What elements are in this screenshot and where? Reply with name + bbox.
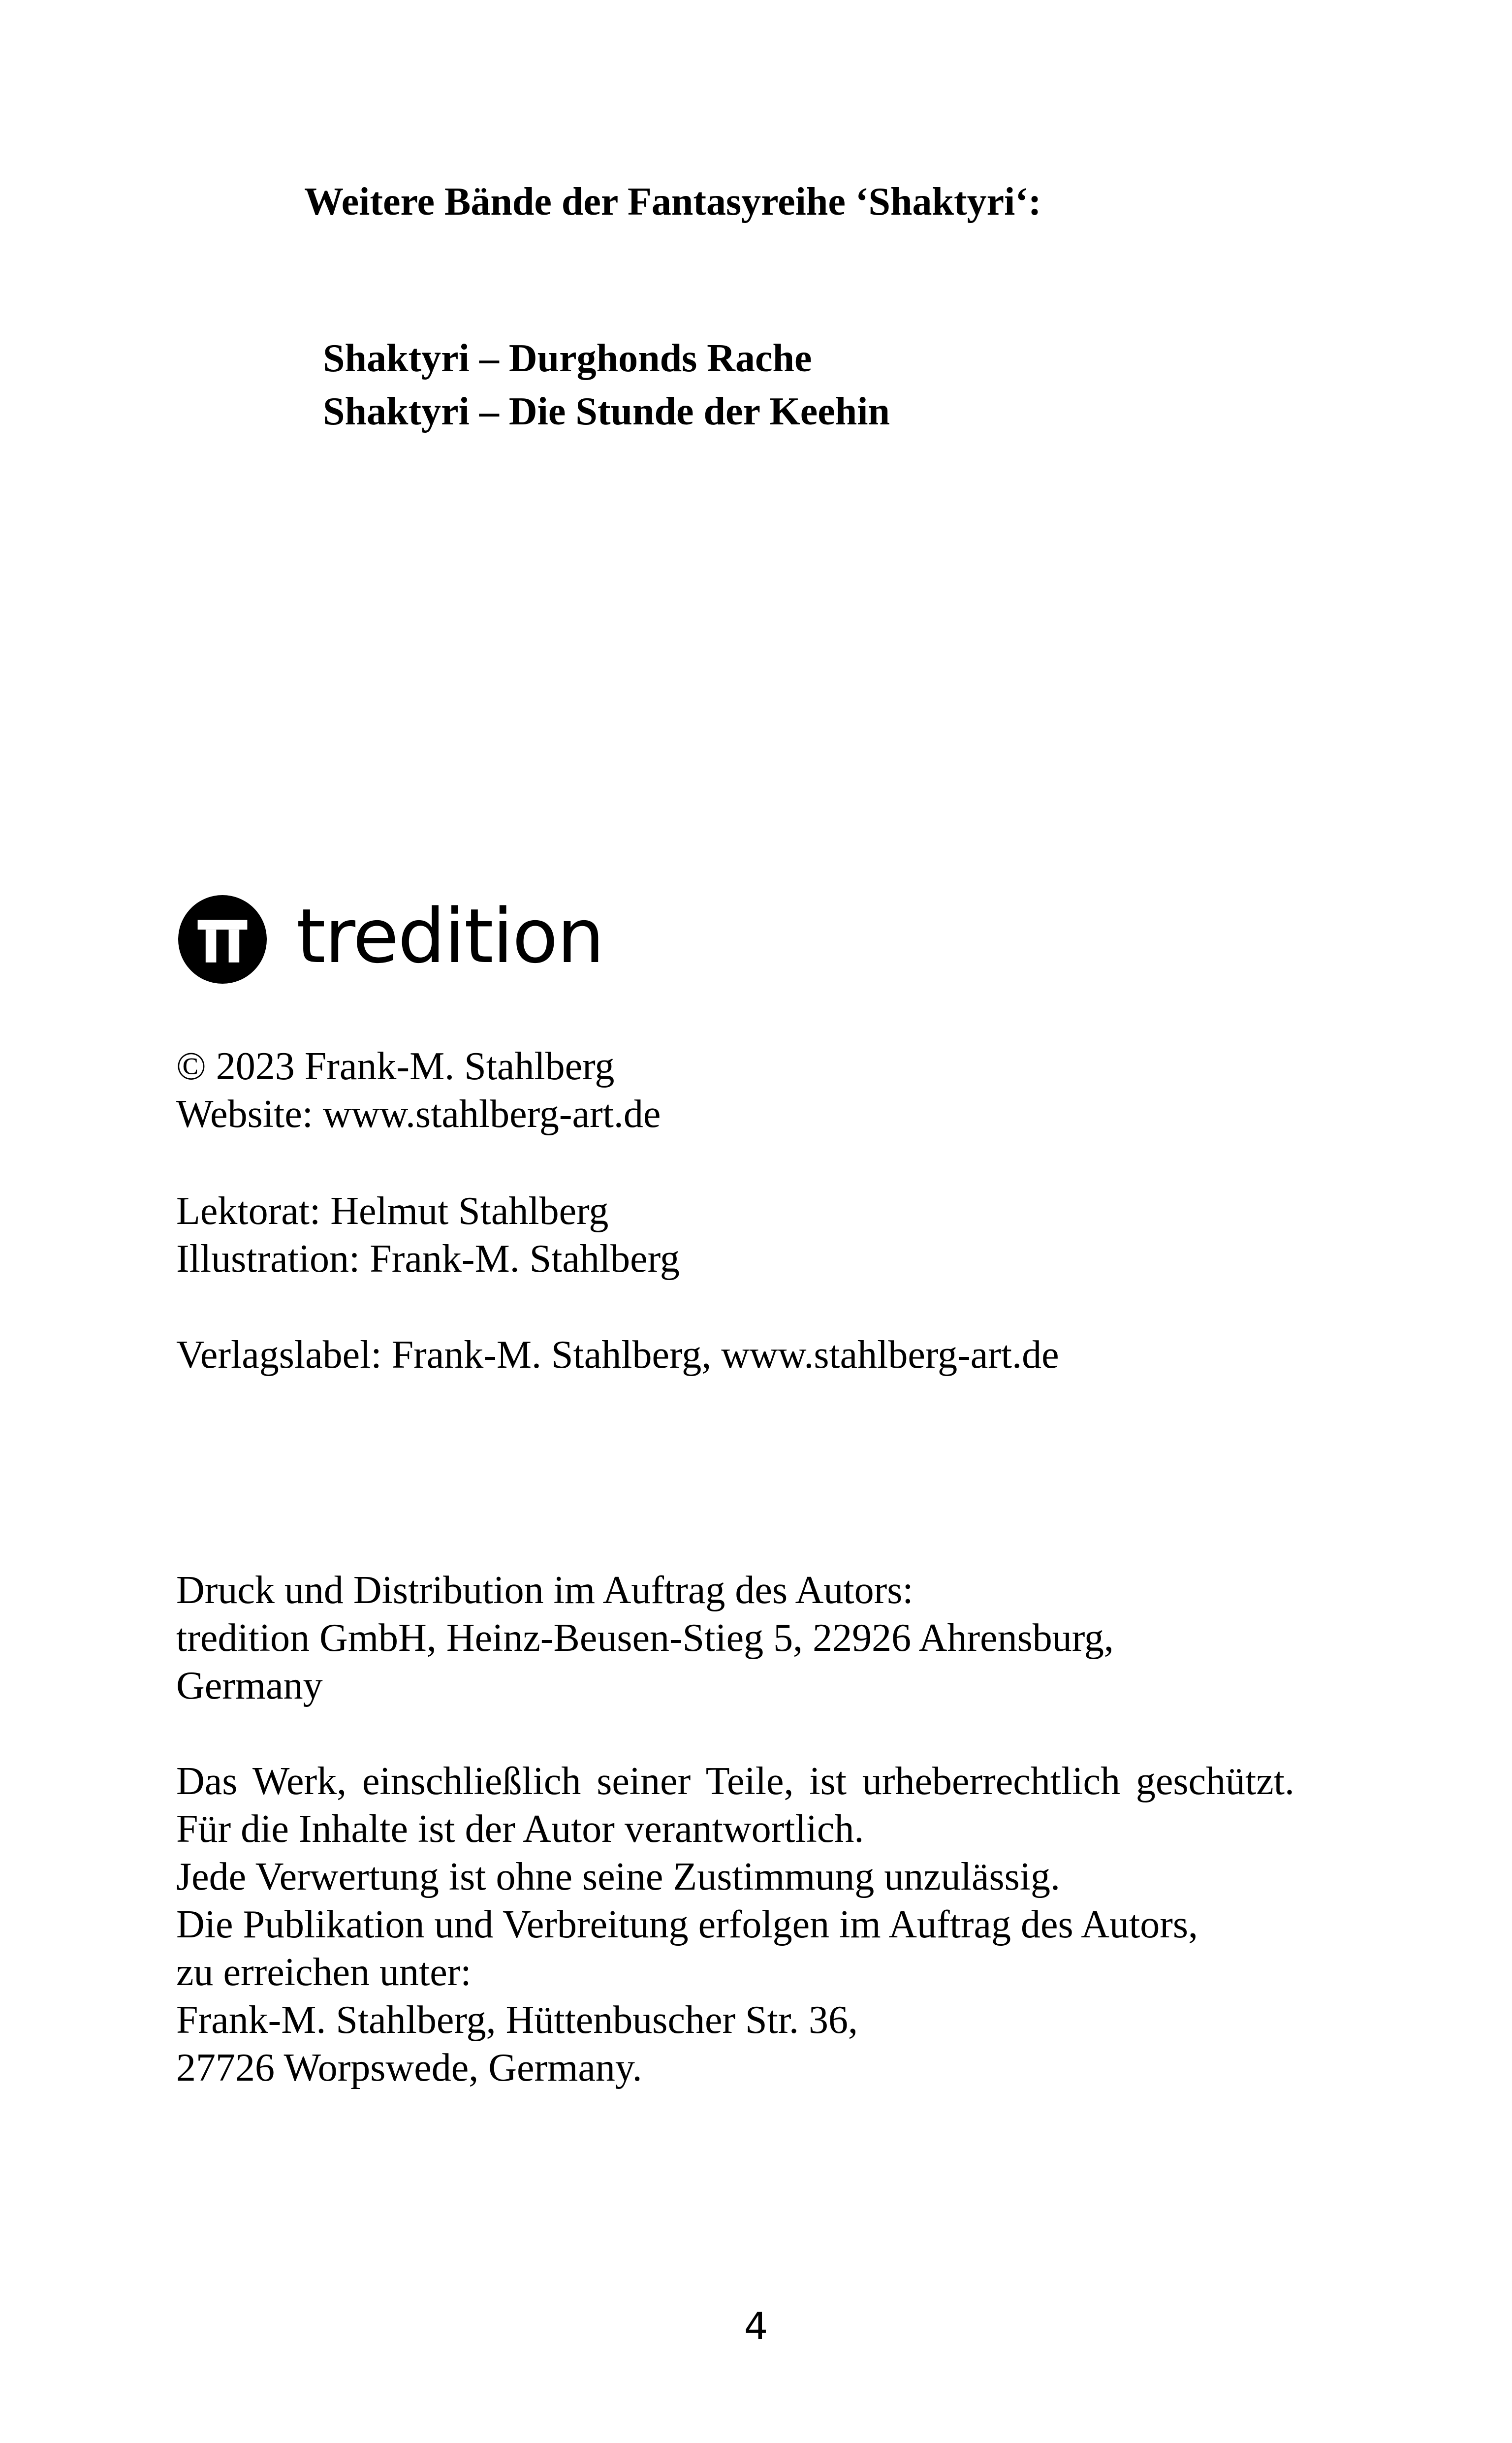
tredition-logo-mark-icon xyxy=(178,895,267,984)
legal-publication-line: Die Publikation und Verbreitung erfolgen im Auftrag des Autors, xyxy=(176,1903,1198,1946)
legal-reach-line: zu erreichen unter: xyxy=(176,1951,472,1994)
series-title-2: Shaktyri – Die Stunde der Keehin xyxy=(323,390,890,433)
website-line: Website: www.stahlberg-art.de xyxy=(176,1093,661,1136)
tredition-logo-text: tredition xyxy=(296,893,604,980)
copyright-line: © 2023 Frank-M. Stahlberg xyxy=(176,1045,615,1088)
legal-paragraph: Das Werk, einschließlich seiner Teile, ist urheberrechtlich geschützt. Für die Inhalte ist der Autor verantwortlich. xyxy=(176,1760,1294,1851)
author-address-line-1: Frank-M. Stahlberg, Hüttenbuscher Str. 36, xyxy=(176,1998,858,2042)
copyright-block xyxy=(176,1043,1294,1138)
lektorat-line: Lektorat: Helmut Stahlberg xyxy=(176,1189,609,1233)
series-title-1: Shaktyri – Durghonds Rache xyxy=(323,337,812,380)
credits-block xyxy=(176,1188,1294,1283)
distribution-line-3: Germany xyxy=(176,1664,323,1707)
verlagslabel-block xyxy=(176,1331,1294,1379)
series-heading: Weitere Bände der Fantasyreihe ‘Shaktyri‘: xyxy=(304,180,1041,224)
verlagslabel-line: Verlagslabel: Frank-M. Stahlberg, www.stahlberg-art.de xyxy=(176,1333,1059,1377)
series-title-list xyxy=(323,332,890,438)
distribution-block xyxy=(176,1567,1294,1710)
author-address-line-2: 27726 Worpswede, Germany. xyxy=(176,2046,642,2089)
illustration-line: Illustration: Frank-M. Stahlberg xyxy=(176,1237,680,1281)
distribution-line-2: tredition GmbH, Heinz-Beusen-Stieg 5, 22926 Ahrensburg, xyxy=(176,1616,1114,1660)
legal-usage-line: Jede Verwertung ist ohne seine Zustimmung unzulässig. xyxy=(176,1855,1061,1898)
tredition-logo xyxy=(178,895,603,984)
legal-block xyxy=(176,1758,1294,2092)
page-number: 4 xyxy=(744,2304,768,2348)
distribution-line-1: Druck und Distribution im Auftrag des Autors: xyxy=(176,1569,914,1612)
